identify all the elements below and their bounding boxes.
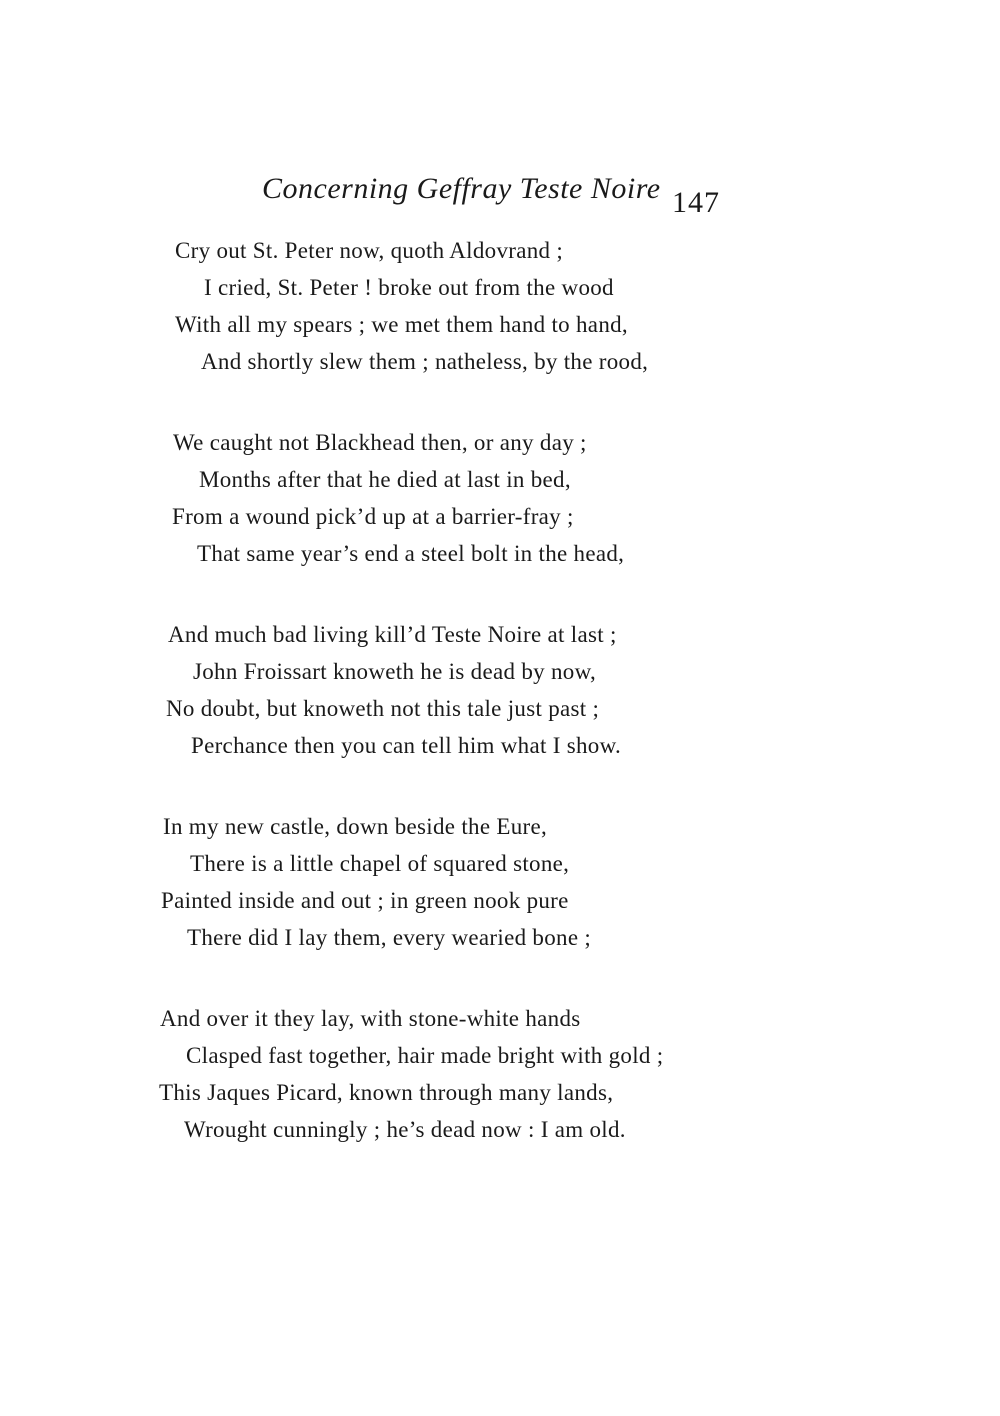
poem-line: This Jaques Picard, known through many lands, (159, 1080, 614, 1105)
stanza-gap (0, 380, 1000, 424)
stanza-3 (0, 616, 1000, 764)
poem-line: Clasped fast together, hair made bright with gold ; (186, 1043, 664, 1068)
poem-line: Perchance then you can tell him what I show. (191, 733, 622, 758)
poem-line: Wrought cunningly ; he’s dead now : I am old. (184, 1117, 626, 1142)
page-number: 147 (672, 186, 720, 219)
poem-line: And over it they lay, with stone-white hands (160, 1006, 581, 1031)
poem-line: Painted inside and out ; in green nook pure (161, 888, 569, 913)
poem-line: No doubt, but knoweth not this tale just past ; (166, 696, 600, 721)
running-title: Concerning Geffray Teste Noire (262, 172, 661, 205)
poem-body (0, 232, 1000, 1148)
stanza-gap (0, 764, 1000, 808)
poem-line: There is a little chapel of squared stone, (190, 851, 570, 876)
poem-line: I cried, St. Peter ! broke out from the wood (204, 275, 614, 300)
poem-line: Months after that he died at last in bed, (199, 467, 571, 492)
poem-line: John Froissart knoweth he is dead by now, (193, 659, 597, 684)
poem-line: In my new castle, down beside the Eure, (163, 814, 548, 839)
poem-line: Cry out St. Peter now, quoth Aldovrand ; (175, 238, 564, 263)
stanza-gap (0, 956, 1000, 1000)
poem-line: With all my spears ; we met them hand to hand, (175, 312, 628, 337)
stanza-4 (0, 808, 1000, 956)
stanza-1 (0, 232, 1000, 380)
poem-line: That same year’s end a steel bolt in the head, (197, 541, 625, 566)
stanza-2 (0, 424, 1000, 572)
page-header (262, 172, 742, 218)
poem-line: From a wound pick’d up at a barrier-fray ; (172, 504, 574, 529)
poem-line: And shortly slew them ; natheless, by the rood, (201, 349, 649, 374)
stanza-gap (0, 572, 1000, 616)
poem-line: There did I lay them, every wearied bone ; (187, 925, 592, 950)
poem-line: We caught not Blackhead then, or any day ; (173, 430, 587, 455)
stanza-5 (0, 1000, 1000, 1148)
poem-line: And much bad living kill’d Teste Noire at last ; (168, 622, 617, 647)
